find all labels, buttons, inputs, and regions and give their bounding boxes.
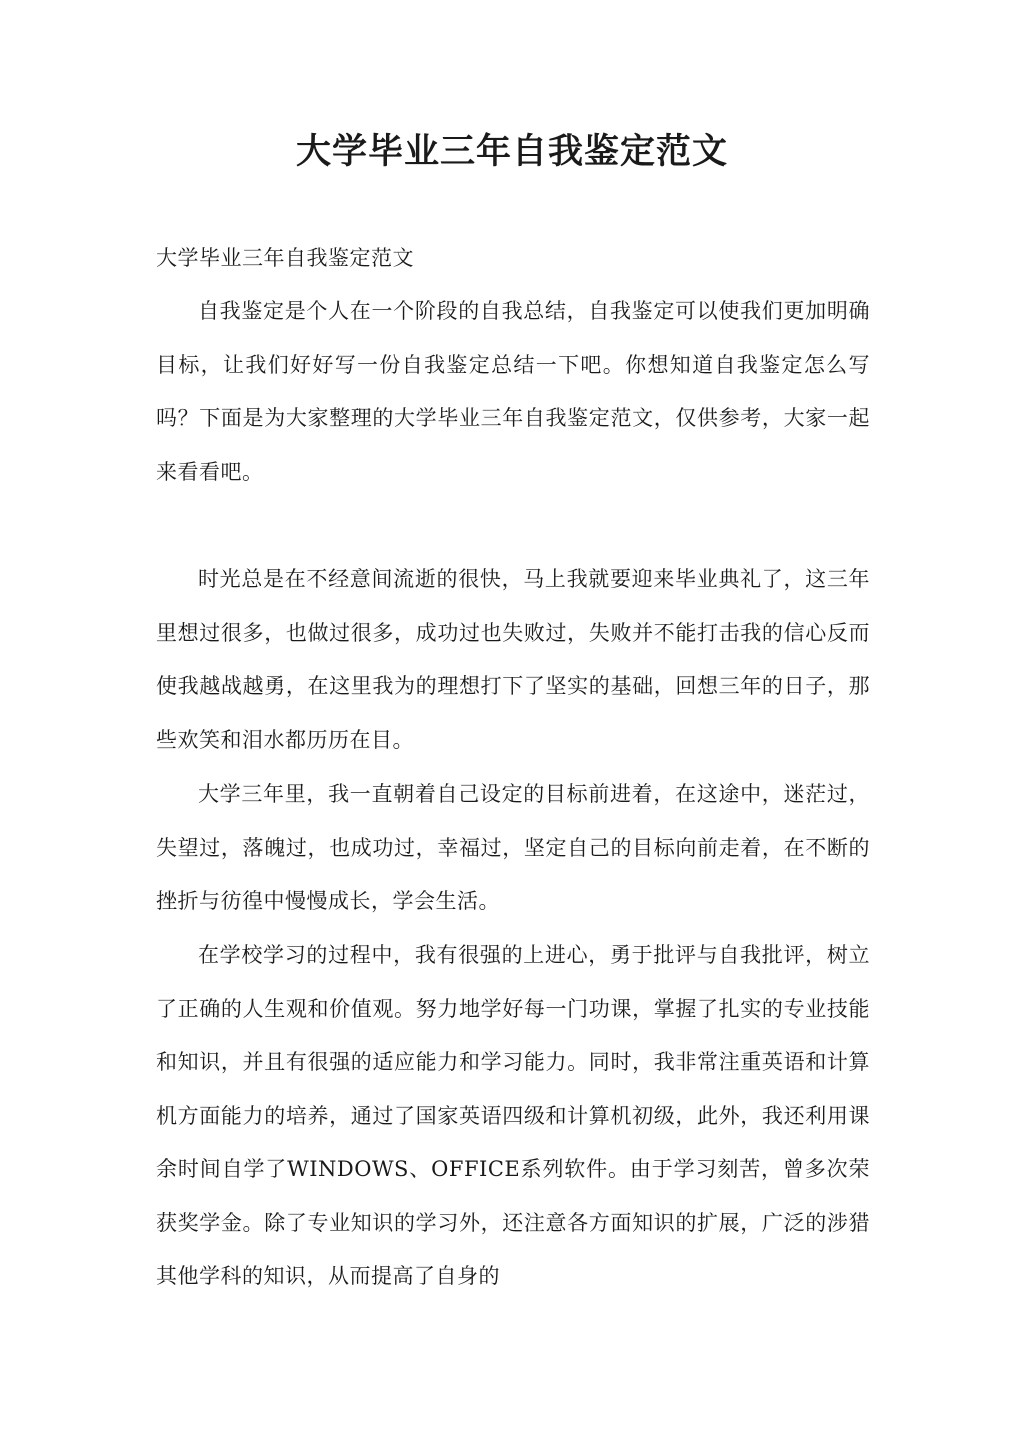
paragraph-study: 在学校学习的过程中，我有很强的上进心，勇于批评与自我批评，树立了正确的人生观和价值观。努力地学好每一门功课，掌握了扎实的专业技能和知识，并且有很强的适应能力和学习能力。同时，我非常注重英语和计算机方面能力的培养，通过了国家英语四级和计算机初级，此外，我还利用课余时间自学了WINDOWS、OFFICE系列软件。由于学习刻苦，曾多次荣获奖学金。除了专业知识的学习外，还注意各方面知识的扩展，广泛的涉猎其他学科的知识，从而提高了自身的: [156, 943, 870, 1288]
document-subtitle: 大学毕业三年自我鉴定范文: [156, 246, 414, 270]
paragraph-intro: 自我鉴定是个人在一个阶段的自我总结，自我鉴定可以使我们更加明确目标，让我们好好写一份自我鉴定总结一下吧。你想知道自我鉴定怎么写吗？下面是为大家整理的大学毕业三年自我鉴定范文，仅供参考，大家一起来看看吧。: [156, 299, 870, 484]
paragraph-three-years: 大学三年里，我一直朝着自己设定的目标前进着，在这途中，迷茫过，失望过，落魄过，也成功过，幸福过，坚定自己的目标向前走着，在不断的挫折与彷徨中慢慢成长，学会生活。: [156, 782, 870, 913]
document-title: 大学毕业三年自我鉴定范文: [295, 132, 728, 172]
paragraph-time-passing: 时光总是在不经意间流逝的很快，马上我就要迎来毕业典礼了，这三年里想过很多，也做过很多，成功过也失败过，失败并不能打击我的信心反而使我越战越勇，在这里我为的理想打下了坚实的基础，回想三年的日子，那些欢笑和泪水都历历在目。: [156, 567, 870, 752]
